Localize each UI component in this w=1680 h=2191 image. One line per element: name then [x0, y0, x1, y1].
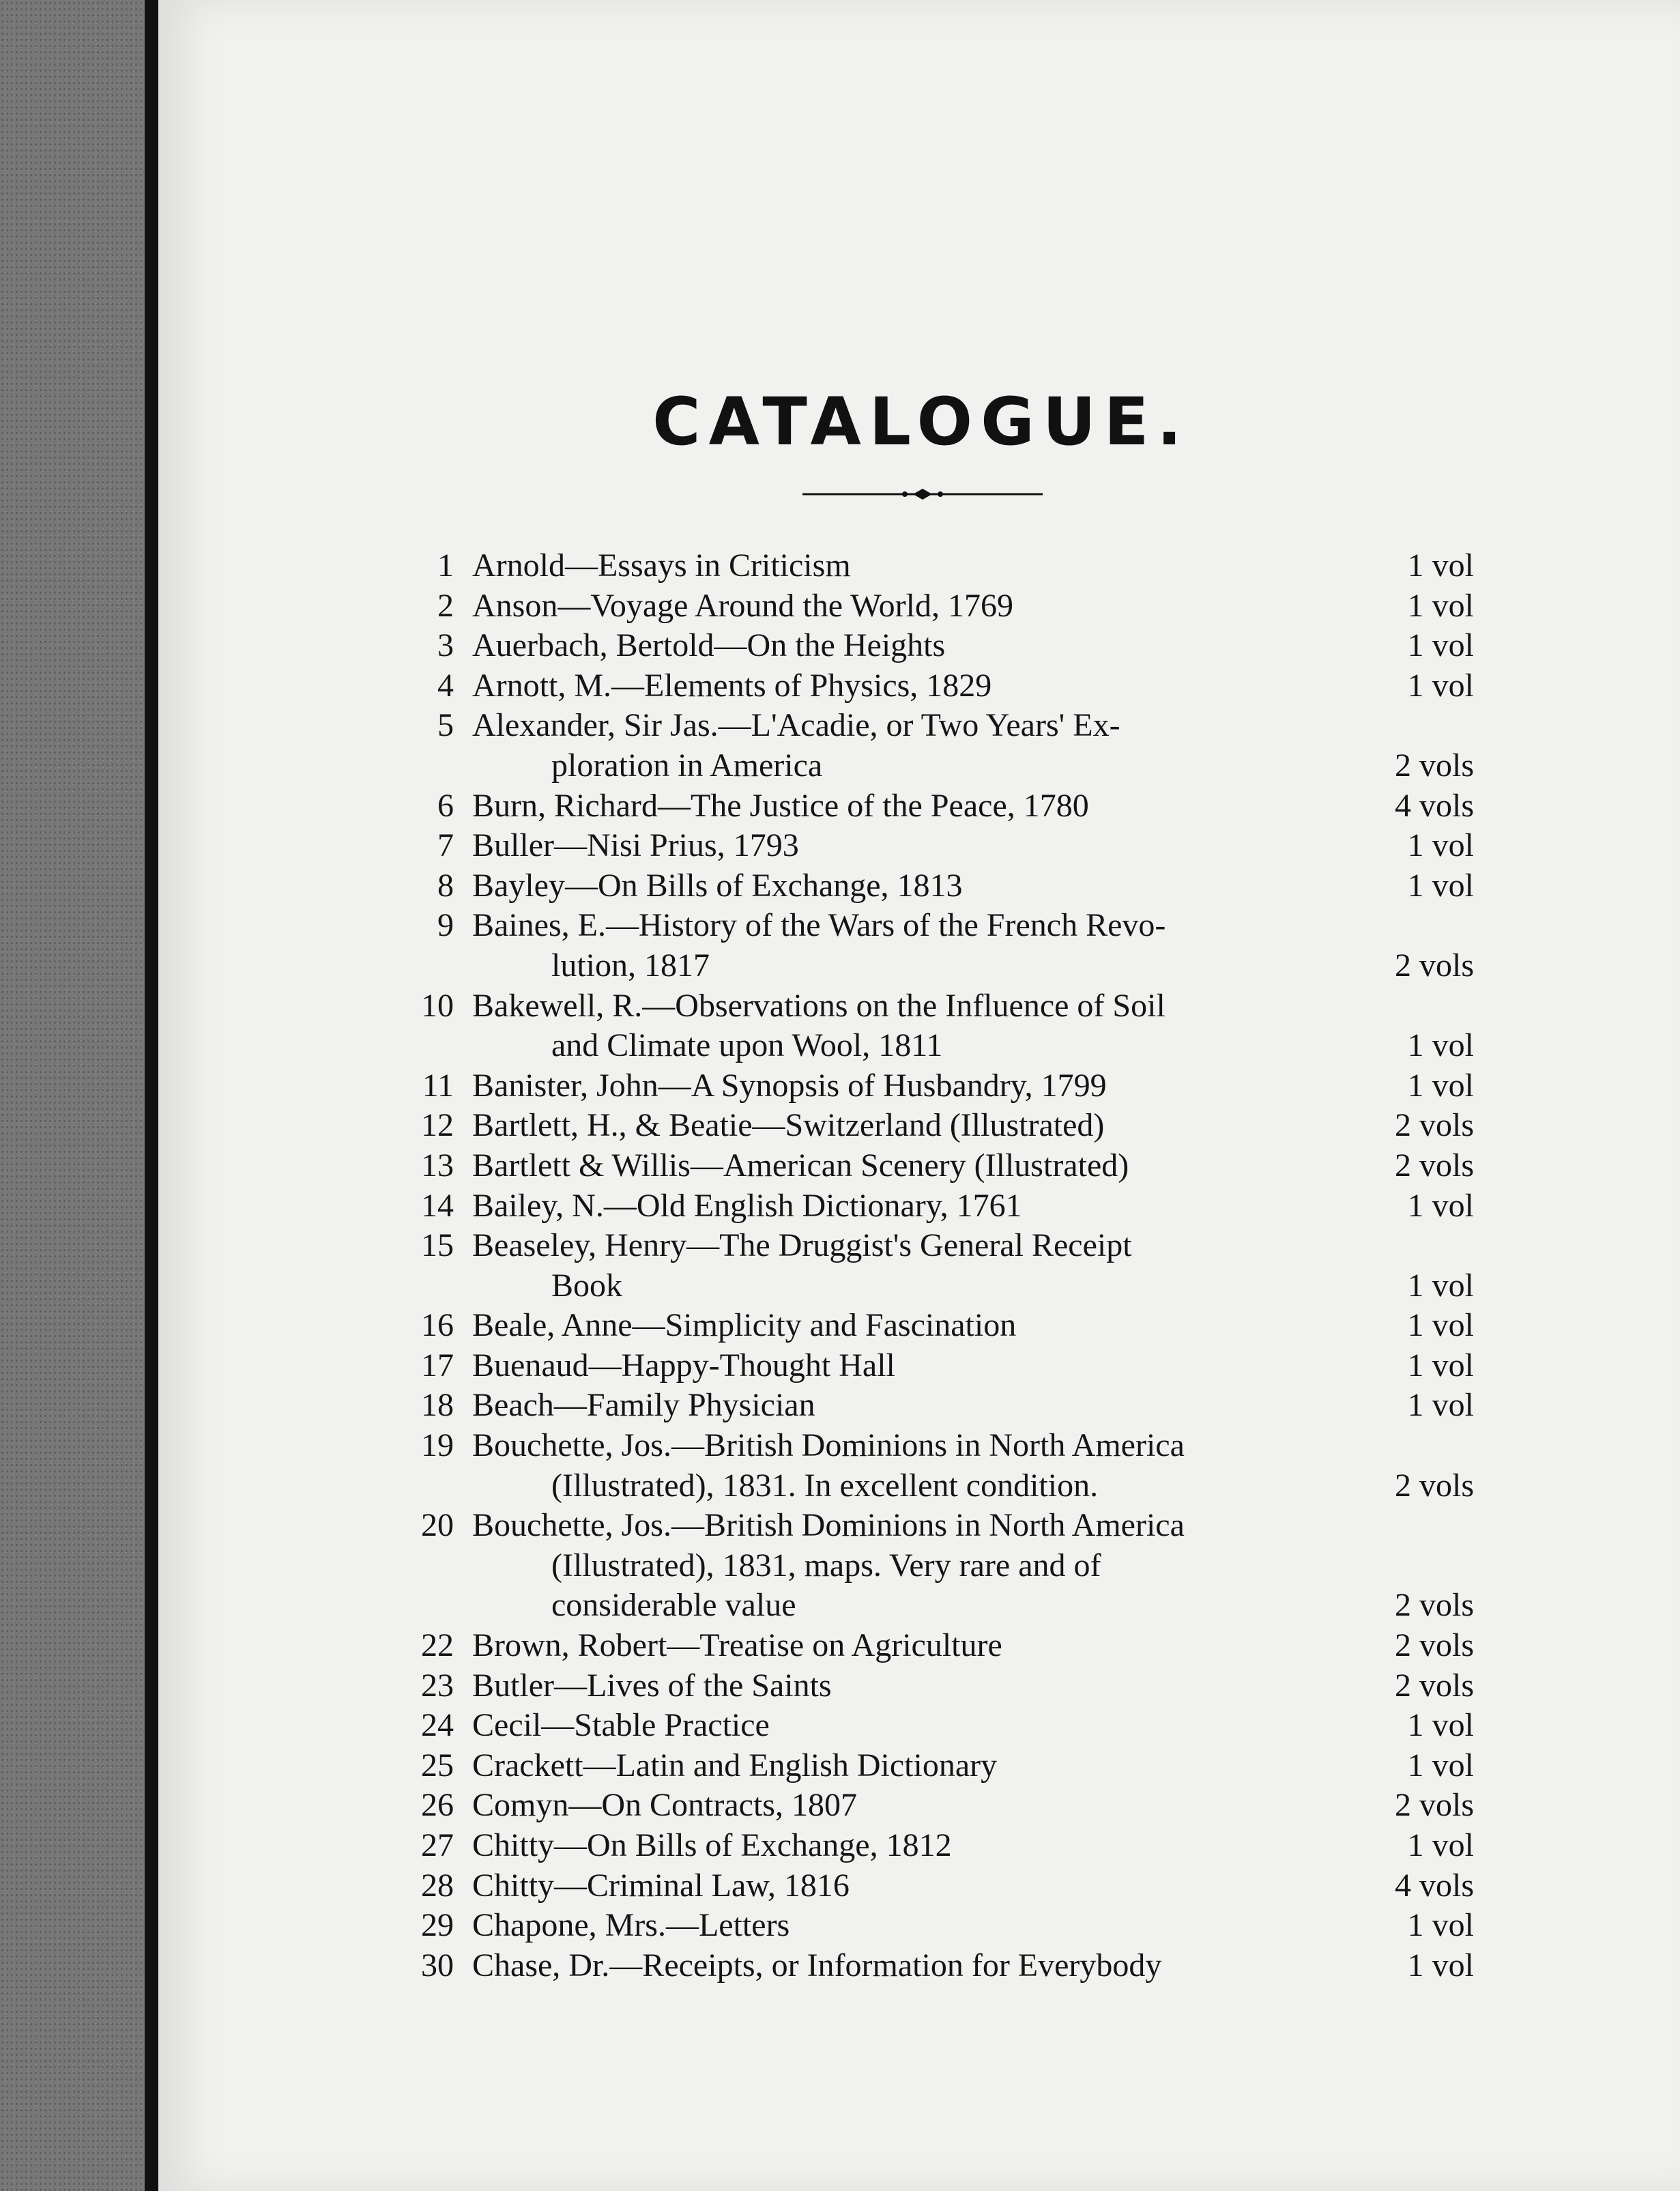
entry-text: Chitty—Criminal Law, 1816	[472, 1867, 850, 1904]
entry-text: Book	[551, 1267, 623, 1304]
entry-text: Buenaud—Happy-Thought Hall	[472, 1347, 895, 1384]
entry-volumes: 1 vol	[1407, 1307, 1474, 1344]
entry-volumes: 1 vol	[1407, 547, 1474, 584]
catalogue-entry	[396, 1226, 1474, 1266]
catalogue-entry-continuation	[396, 946, 1474, 986]
entry-volumes: 2 vols	[1394, 1667, 1474, 1704]
entry-number: 27	[421, 1827, 454, 1863]
entry-volumes: 2 vols	[1394, 1627, 1474, 1664]
entry-text: Brown, Robert—Treatise on Agriculture	[472, 1627, 1002, 1664]
catalogue-entry	[396, 706, 1474, 746]
entry-volumes: 1 vol	[1407, 587, 1474, 624]
entry-text: Chapone, Mrs.—Letters	[472, 1907, 790, 1944]
entry-volumes: 4 vols	[1394, 787, 1474, 824]
entry-text: Crackett—Latin and English Dictionary	[472, 1747, 998, 1784]
entry-number: 30	[421, 1947, 454, 1984]
entry-volumes: 1 vol	[1407, 1707, 1474, 1744]
entry-number: 15	[421, 1227, 454, 1264]
entry-text: and Climate upon Wool, 1811	[551, 1027, 943, 1064]
entry-text: Bouchette, Jos.—British Dominions in North America	[472, 1427, 1185, 1464]
catalogue-entry	[396, 1666, 1474, 1706]
entry-number: 18	[421, 1387, 454, 1424]
entry-volumes: 1 vol	[1407, 1027, 1474, 1064]
entry-number: 19	[421, 1427, 454, 1464]
catalogue-entry	[396, 1906, 1474, 1946]
entry-number: 24	[421, 1707, 454, 1744]
entry-number: 23	[421, 1667, 454, 1704]
entry-text: Anson—Voyage Around the World, 1769	[472, 587, 1013, 624]
catalogue-entry	[396, 1386, 1474, 1426]
entry-volumes: 2 vols	[1394, 947, 1474, 984]
catalogue-list	[396, 546, 1474, 1986]
entry-text: Bakewell, R.—Observations on the Influence of Soil	[472, 987, 1165, 1024]
entry-volumes: 2 vols	[1394, 1587, 1474, 1624]
catalogue-entry	[396, 1706, 1474, 1746]
entry-number: 13	[421, 1147, 454, 1184]
entry-number: 6	[437, 787, 454, 824]
entry-number: 9	[437, 907, 454, 944]
catalogue-entry	[396, 1786, 1474, 1826]
entry-volumes: 1 vol	[1407, 667, 1474, 704]
entry-text: considerable value	[551, 1587, 796, 1624]
entry-text: ploration in America	[551, 747, 823, 784]
entry-number: 16	[421, 1307, 454, 1344]
entry-volumes: 4 vols	[1394, 1867, 1474, 1904]
catalogue-entry	[396, 1946, 1474, 1986]
page-title: CATALOGUE.	[652, 384, 1190, 460]
entry-number: 26	[421, 1787, 454, 1824]
entry-volumes: 1 vol	[1407, 1347, 1474, 1384]
entry-number: 3	[437, 627, 454, 664]
entry-number: 12	[421, 1107, 454, 1144]
entry-text: Arnold—Essays in Criticism	[472, 547, 851, 584]
catalogue-entry-continuation	[396, 1026, 1474, 1066]
entry-volumes: 1 vol	[1407, 1067, 1474, 1104]
entry-number: 4	[437, 667, 454, 704]
entry-number: 2	[437, 587, 454, 624]
entry-volumes: 1 vol	[1407, 867, 1474, 904]
catalogue-entry	[396, 1106, 1474, 1146]
entry-text: Banister, John—A Synopsis of Husbandry, 1799	[472, 1067, 1107, 1104]
entry-volumes: 1 vol	[1407, 1947, 1474, 1984]
entry-volumes: 1 vol	[1407, 827, 1474, 864]
entry-text: (Illustrated), 1831. In excellent condition.	[551, 1467, 1099, 1504]
catalogue-entry	[396, 1186, 1474, 1227]
entry-text: Beaseley, Henry—The Druggist's General Receipt	[472, 1227, 1132, 1264]
entry-number: 11	[422, 1067, 454, 1104]
entry-number: 10	[421, 987, 454, 1024]
entry-text: Bartlett, H., & Beatie—Switzerland (Illustrated)	[472, 1107, 1105, 1144]
book-spine	[0, 0, 158, 2191]
catalogue-entry	[396, 906, 1474, 946]
entry-volumes: 2 vols	[1394, 1787, 1474, 1824]
entry-text: Butler—Lives of the Saints	[472, 1667, 832, 1704]
entry-number: 14	[421, 1187, 454, 1224]
catalogue-entry	[396, 1066, 1474, 1106]
entry-number: 20	[421, 1507, 454, 1544]
entry-text: Bailey, N.—Old English Dictionary, 1761	[472, 1187, 1022, 1224]
entry-volumes: 1 vol	[1407, 1387, 1474, 1424]
catalogue-entry-continuation	[396, 746, 1474, 786]
entry-number: 22	[421, 1627, 454, 1664]
catalogue-entry	[396, 1146, 1474, 1186]
title-ornament	[802, 486, 1043, 502]
entry-text: Auerbach, Bertold—On the Heights	[472, 627, 946, 664]
entry-text: Beach—Family Physician	[472, 1387, 815, 1424]
entry-number: 29	[421, 1907, 454, 1944]
entry-text: Chase, Dr.—Receipts, or Information for Everybody	[472, 1947, 1162, 1984]
entry-number: 7	[437, 827, 454, 864]
catalogue-entry	[396, 586, 1474, 627]
catalogue-entry	[396, 1506, 1474, 1546]
entry-number: 25	[421, 1747, 454, 1784]
entry-volumes: 1 vol	[1407, 1747, 1474, 1784]
catalogue-entry-continuation	[396, 1266, 1474, 1306]
entry-volumes: 2 vols	[1394, 1147, 1474, 1184]
entry-number: 17	[421, 1347, 454, 1384]
entry-number: 1	[437, 547, 454, 584]
catalogue-entry	[396, 786, 1474, 827]
catalogue-entry-continuation	[396, 1586, 1474, 1626]
entry-number: 28	[421, 1867, 454, 1904]
catalogue-entry	[396, 1346, 1474, 1386]
catalogue-entry-continuation	[396, 1466, 1474, 1506]
catalogue-entry	[396, 1426, 1474, 1466]
entry-text: (Illustrated), 1831, maps. Very rare and of	[551, 1547, 1101, 1584]
catalogue-entry-continuation	[396, 1546, 1474, 1586]
entry-volumes: 1 vol	[1407, 1187, 1474, 1224]
spine-edge	[145, 0, 158, 2191]
catalogue-entry	[396, 1306, 1474, 1346]
entry-text: Comyn—On Contracts, 1807	[472, 1787, 857, 1824]
entry-text: Bayley—On Bills of Exchange, 1813	[472, 867, 963, 904]
catalogue-entry	[396, 546, 1474, 586]
catalogue-entry	[396, 986, 1474, 1027]
entry-volumes: 1 vol	[1407, 1907, 1474, 1944]
entry-volumes: 1 vol	[1407, 627, 1474, 664]
entry-text: Bartlett & Willis—American Scenery (Illustrated)	[472, 1147, 1129, 1184]
entry-volumes: 2 vols	[1394, 1107, 1474, 1144]
catalogue-entry	[396, 826, 1474, 866]
title-block	[600, 384, 1242, 460]
entry-volumes: 2 vols	[1394, 747, 1474, 784]
entry-number: 8	[437, 867, 454, 904]
catalogue-entry	[396, 666, 1474, 706]
catalogue-entry	[396, 1826, 1474, 1866]
entry-text: Buller—Nisi Prius, 1793	[472, 827, 799, 864]
catalogue-entry	[396, 866, 1474, 906]
entry-volumes: 2 vols	[1394, 1467, 1474, 1504]
catalogue-entry	[396, 1746, 1474, 1786]
entry-text: Baines, E.—History of the Wars of the French Revo-	[472, 907, 1166, 944]
entry-volumes: 1 vol	[1407, 1267, 1474, 1304]
entry-text: Arnott, M.—Elements of Physics, 1829	[472, 667, 992, 704]
entry-text: Cecil—Stable Practice	[472, 1707, 770, 1744]
catalogue-entry	[396, 626, 1474, 666]
catalogue-entry	[396, 1866, 1474, 1906]
entry-text: Burn, Richard—The Justice of the Peace, 1780	[472, 787, 1089, 824]
entry-text: Beale, Anne—Simplicity and Fascination	[472, 1307, 1017, 1344]
entry-volumes: 1 vol	[1407, 1827, 1474, 1863]
entry-text: Alexander, Sir Jas.—L'Acadie, or Two Years' Ex-	[472, 707, 1120, 744]
catalogue-entry	[396, 1626, 1474, 1666]
entry-text: Bouchette, Jos.—British Dominions in North America	[472, 1507, 1185, 1544]
entry-number: 5	[437, 707, 454, 744]
entry-text: lution, 1817	[551, 947, 710, 984]
entry-text: Chitty—On Bills of Exchange, 1812	[472, 1827, 952, 1863]
ornament-divider-icon	[802, 486, 1043, 502]
